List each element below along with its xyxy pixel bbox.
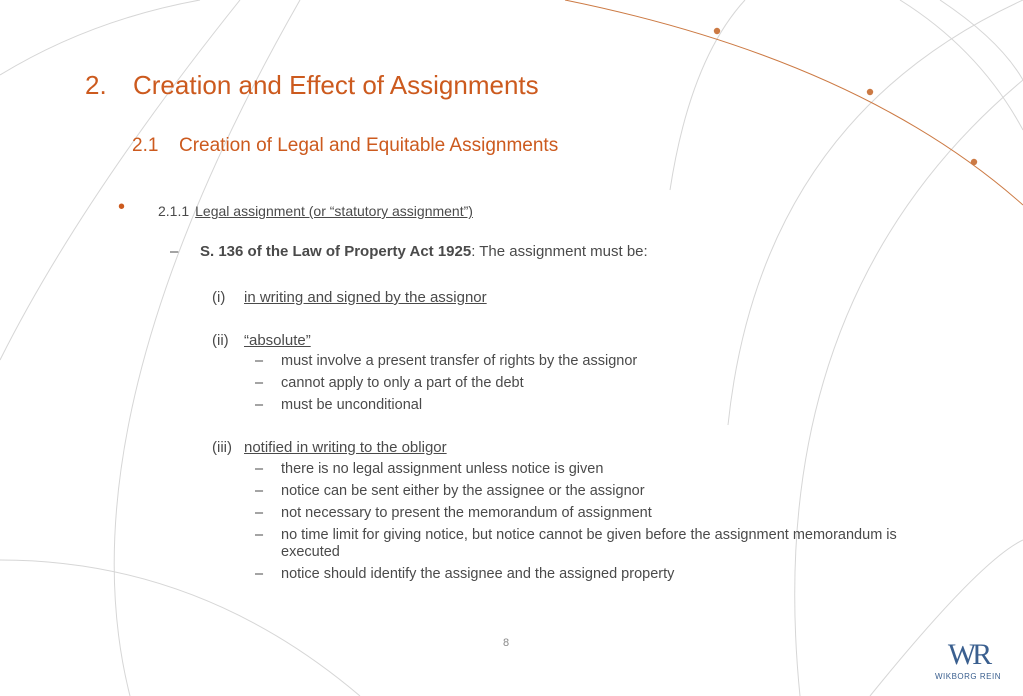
section-title: in writing and signed by the assignor <box>244 289 487 306</box>
arc-dot <box>714 28 720 34</box>
list-item <box>255 483 645 499</box>
slide-subtitle <box>132 135 558 157</box>
list-item-text: cannot apply to only a part of the debt <box>281 375 524 391</box>
logo-monogram: WR <box>947 638 989 671</box>
section-iii <box>212 439 447 456</box>
list-item-text: no time limit for giving notice, but notice cannot be given before the assignment memorandum is executed <box>281 527 897 560</box>
section-title: “absolute” <box>244 332 311 349</box>
list-item <box>255 353 637 369</box>
list-item-text: there is no legal assignment unless notice is given <box>281 461 604 477</box>
level2-item <box>170 243 648 260</box>
bullet-icon: • <box>118 196 126 218</box>
dash-icon: – <box>255 527 264 543</box>
section-number: (iii) <box>212 439 232 456</box>
dash-icon: – <box>255 483 264 499</box>
section-i <box>212 289 487 306</box>
level1-item <box>158 203 473 219</box>
dash-icon: – <box>170 243 179 260</box>
level2-text: : The assignment must be: <box>471 243 648 260</box>
list-item-text: not necessary to present the memorandum of assignment <box>281 505 652 521</box>
section-ii <box>212 332 311 349</box>
list-item-text: notice can be sent either by the assignee or the assignor <box>281 483 645 499</box>
dash-icon: – <box>255 566 264 582</box>
section-number: (ii) <box>212 332 229 349</box>
page-number: 8 <box>503 637 510 649</box>
subtitle-text: Creation of Legal and Equitable Assignments <box>179 135 559 156</box>
level1-number: 2.1.1 <box>158 203 190 219</box>
list-item-text: must involve a present transfer of rights by the assignor <box>281 353 638 369</box>
arc-dot <box>867 89 873 95</box>
dash-icon: – <box>255 375 264 391</box>
dash-icon: – <box>255 505 264 521</box>
level1-text: Legal assignment (or “statutory assignment”) <box>195 203 473 219</box>
list-item-text: notice should identify the assignee and the assigned property <box>281 566 675 582</box>
list-item <box>255 527 941 561</box>
slide-title <box>85 70 539 101</box>
list-item <box>255 375 524 391</box>
wikborg-rein-logo <box>926 636 1010 682</box>
subtitle-number: 2.1 <box>132 135 159 156</box>
list-item <box>255 505 652 521</box>
dash-icon: – <box>255 353 264 369</box>
logo-name: WIKBORG REIN <box>934 672 1002 681</box>
list-item <box>255 566 674 582</box>
list-item-text: must be unconditional <box>281 397 423 413</box>
section-number: (i) <box>212 289 226 306</box>
title-text: Creation and Effect of Assignments <box>133 70 539 100</box>
section-title: notified in writing to the obligor <box>244 439 447 456</box>
list-item <box>255 397 422 413</box>
title-number: 2. <box>85 70 107 100</box>
list-item <box>255 461 603 477</box>
statute-reference: S. 136 of the Law of Property Act 1925 <box>200 243 472 260</box>
dash-icon: – <box>255 461 264 477</box>
arc-dot <box>971 159 977 165</box>
dash-icon: – <box>255 397 264 413</box>
